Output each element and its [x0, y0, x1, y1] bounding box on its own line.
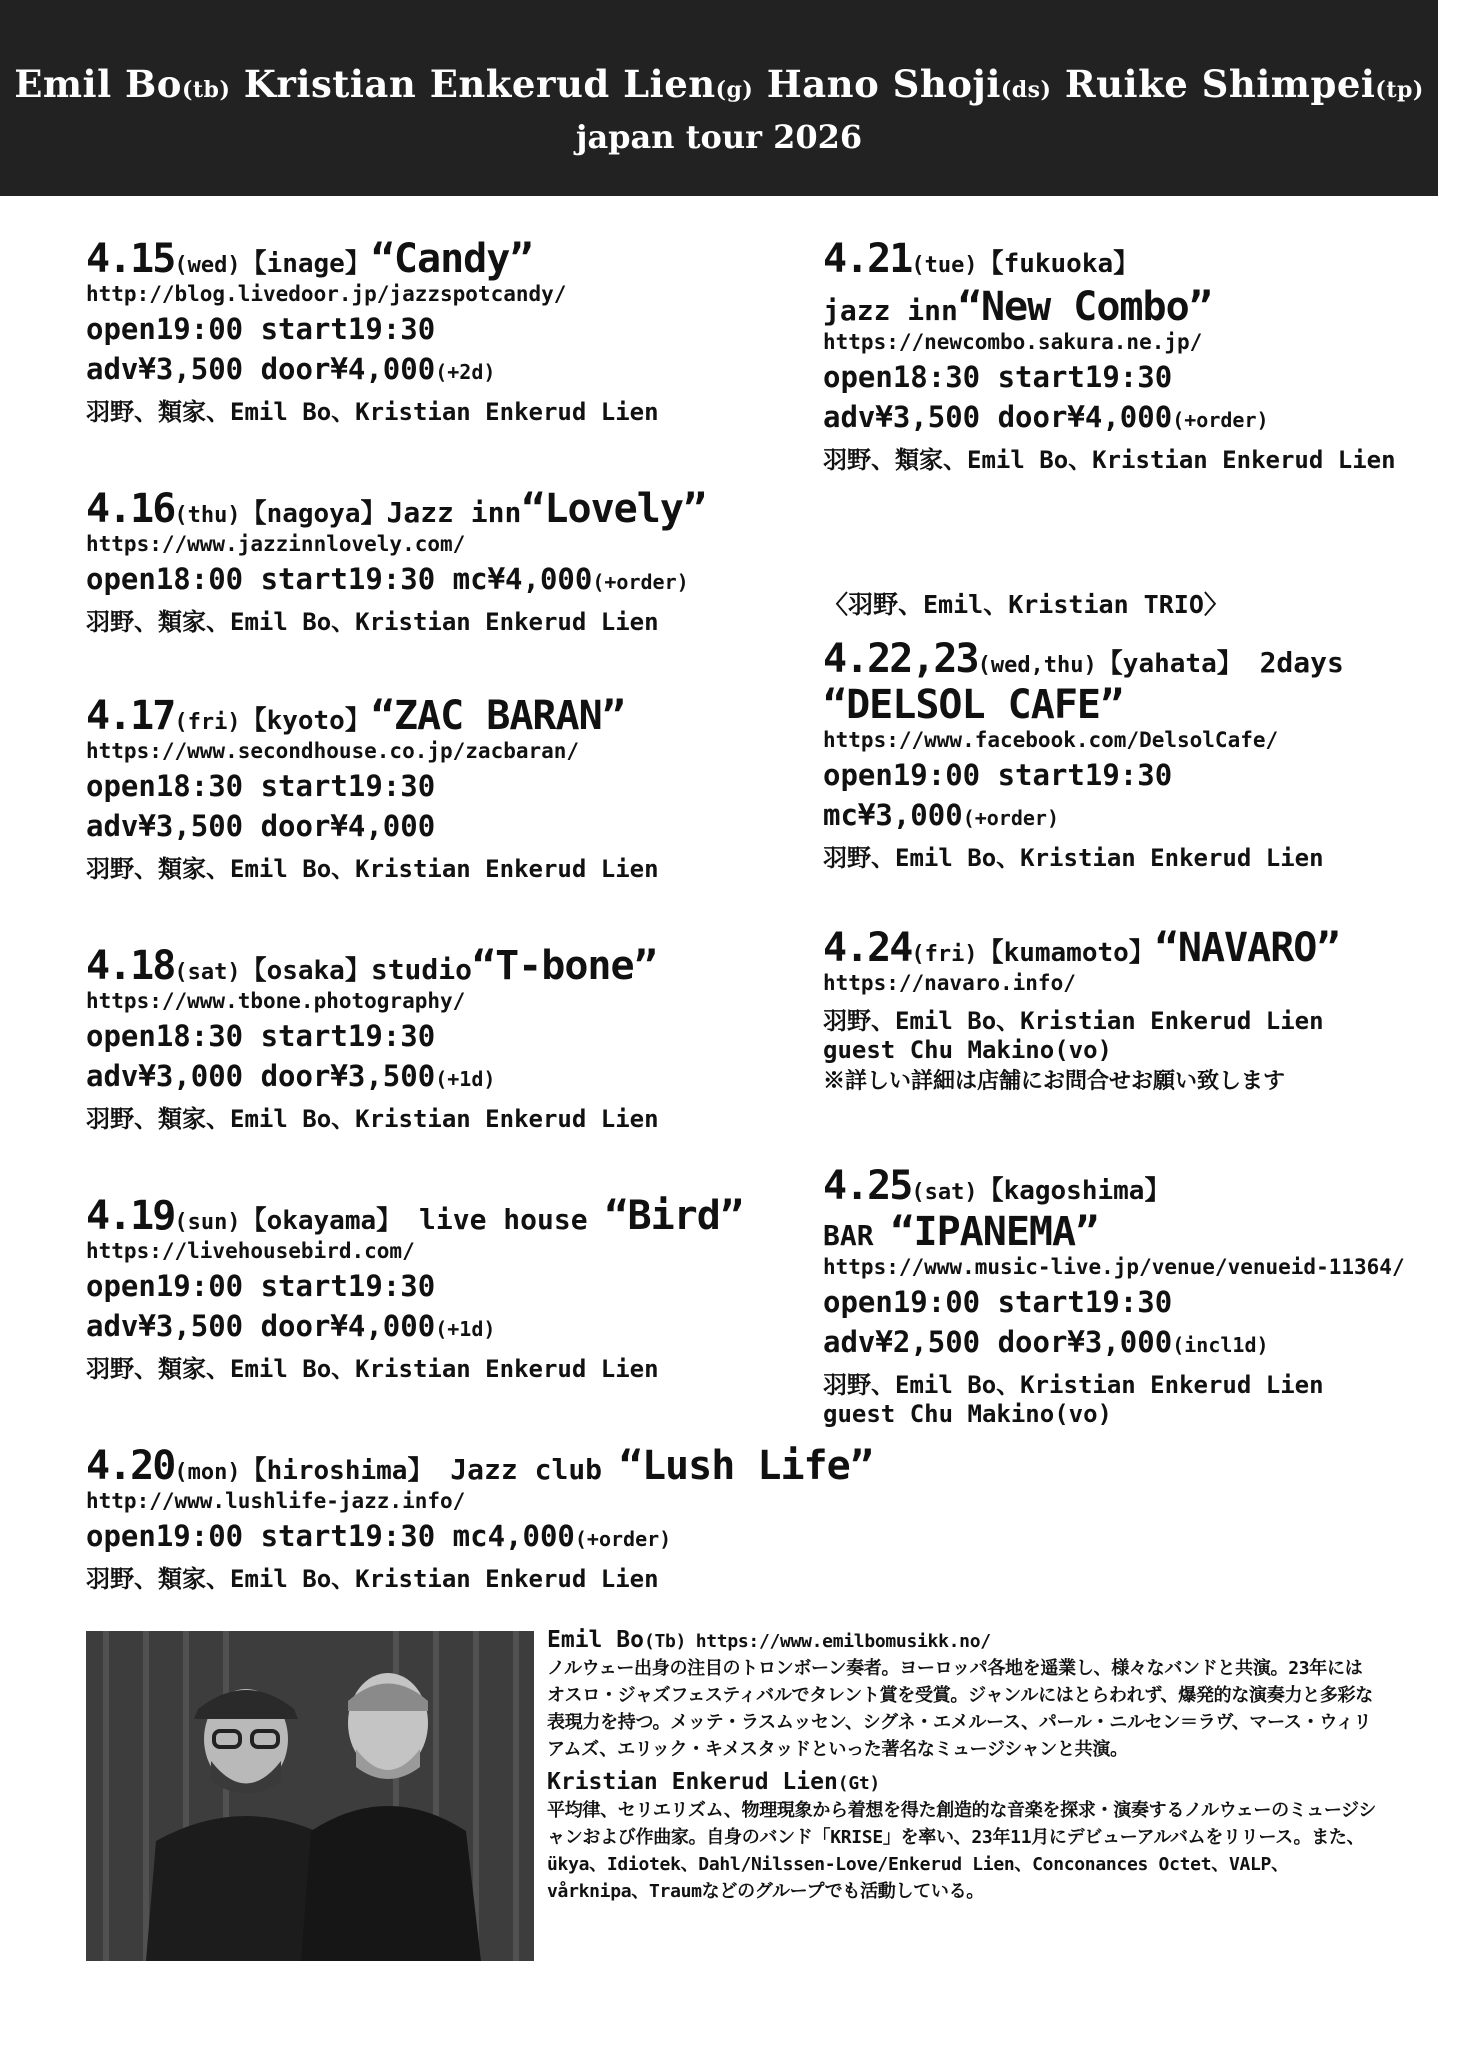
- event-inage: [86, 236, 659, 427]
- musician-name: Hano Shoji: [766, 62, 1001, 106]
- event-members: 羽野、類家、Emil Bo、Kristian Enkerud Lien: [86, 1105, 659, 1133]
- musician-name: Ruike Shimpei: [1064, 62, 1376, 106]
- event-day: (sun): [174, 1210, 241, 1235]
- event-members: 羽野、Emil Bo、Kristian Enkerud Lien: [823, 1371, 1324, 1399]
- event-day: (tue): [911, 253, 978, 278]
- musician-name: Emil Bo: [14, 62, 182, 106]
- event-day: (fri): [174, 710, 241, 735]
- event-city: 【yahata】: [1096, 649, 1243, 679]
- event-date: 4.25: [823, 1163, 912, 1209]
- event-guest: guest Chu Makino(vo): [823, 1400, 1112, 1428]
- event-venue: “Bird”: [604, 1193, 743, 1239]
- event-city: 【hiroshima】: [240, 1456, 434, 1486]
- event-times: open19:00 start19:30: [86, 1519, 436, 1553]
- event-date: 4.20: [86, 1443, 175, 1489]
- event-members: 羽野、類家、Emil Bo、Kristian Enkerud Lien: [86, 608, 659, 636]
- tour-title: japan tour 2026: [575, 118, 863, 156]
- event-mc-note: (+order): [592, 570, 689, 594]
- photo-illustration: [86, 1631, 534, 1961]
- event-venue: “NAVARO”: [1154, 925, 1340, 971]
- event-date: 4.24: [823, 925, 912, 971]
- event-price-note: (+2d): [435, 360, 496, 384]
- event-osaka: [86, 943, 659, 1134]
- event-date: 4.17: [86, 693, 175, 739]
- event-day: (fri): [911, 942, 978, 967]
- event-price-note: (incl1d): [1172, 1333, 1269, 1357]
- event-mc: mc4,000: [435, 1519, 575, 1553]
- event-members: 羽野、類家、Emil Bo、Kristian Enkerud Lien: [86, 1565, 659, 1593]
- event-url[interactable]: https://www.music-live.jp/venue/venueid-11364/: [823, 1255, 1405, 1279]
- event-day: (mon): [174, 1460, 241, 1485]
- event-venue: “ZAC BARAN”: [370, 693, 625, 739]
- musician-instrument: (tp): [1375, 77, 1424, 103]
- event-date: 4.22,23: [823, 636, 978, 682]
- event-city: 【kumamoto】: [977, 938, 1155, 968]
- event-members: 羽野、類家、Emil Bo、Kristian Enkerud Lien: [86, 1355, 659, 1383]
- event-date: 4.18: [86, 943, 175, 989]
- event-url[interactable]: https://www.secondhouse.co.jp/zacbaran/: [86, 739, 580, 763]
- musician-lineup: [0, 62, 1438, 106]
- event-url[interactable]: https://www.facebook.com/DelsolCafe/: [823, 728, 1279, 752]
- event-times: open18:30 start19:30: [86, 769, 436, 803]
- event-day: (sat): [911, 1180, 978, 1205]
- event-url[interactable]: https://livehousebird.com/: [86, 1239, 415, 1263]
- event-city: 【kagoshima】: [977, 1176, 1171, 1206]
- event-city: 【inage】: [240, 249, 371, 279]
- event-price: adv¥3,500 door¥4,000: [86, 1309, 436, 1343]
- page-margin: [1438, 0, 1464, 2047]
- event-city: 【kyoto】: [240, 706, 371, 736]
- event-kyoto: [86, 693, 659, 884]
- event-date: 4.21: [823, 236, 912, 282]
- event-price-note: (+order): [1172, 408, 1269, 432]
- bio-emil-name: Emil Bo: [547, 1627, 644, 1653]
- event-guest: guest Chu Makino(vo): [823, 1036, 1112, 1064]
- event-city: 【osaka】: [240, 956, 371, 986]
- event-venue: “T-bone”: [472, 943, 657, 989]
- musician-instrument: (tb): [181, 77, 231, 103]
- event-members: 羽野、類家、Emil Bo、Kristian Enkerud Lien: [823, 446, 1396, 474]
- event-note: ※詳しい詳細は店舗にお問合せお願い致します: [823, 1069, 1286, 1094]
- bio-emil-instrument: (Tb): [643, 1631, 687, 1652]
- event-venue-type: Jazz inn: [386, 496, 522, 529]
- event-url[interactable]: https://www.tbone.photography/: [86, 989, 466, 1013]
- event-venue-type: studio: [370, 953, 472, 986]
- event-venue: “New Combo”: [957, 284, 1212, 330]
- musician-name: Kristian Enkerud Lien: [243, 62, 716, 106]
- event-venue: “Lush Life”: [618, 1443, 873, 1489]
- event-hiroshima: [86, 1443, 873, 1594]
- event-city: 【fukuoka】: [977, 249, 1140, 279]
- event-price: adv¥2,500 door¥3,000: [823, 1325, 1173, 1359]
- event-city: 【okayama】: [240, 1206, 403, 1236]
- event-members: 羽野、類家、Emil Bo、Kristian Enkerud Lien: [86, 855, 659, 883]
- event-url[interactable]: https://www.jazzinnlovely.com/: [86, 532, 466, 556]
- event-fukuoka: [823, 236, 1396, 475]
- event-day: (wed,thu): [977, 653, 1097, 678]
- event-duration: 2days: [1242, 646, 1344, 679]
- event-venue: “IPANEMA”: [890, 1209, 1099, 1255]
- event-url[interactable]: http://blog.livedoor.jp/jazzspotcandy/: [86, 282, 567, 306]
- event-venue-type: Jazz club: [433, 1453, 619, 1486]
- event-okayama: [86, 1193, 743, 1384]
- event-venue-type: BAR: [823, 1219, 891, 1252]
- event-price-note: (+order): [962, 806, 1060, 830]
- event-times: open19:00 start19:30: [823, 1285, 1173, 1319]
- event-venue: “DELSOL CAFE”: [823, 682, 1124, 728]
- event-mc: mc¥4,000: [435, 562, 593, 596]
- event-times: open19:00 start19:30: [86, 1269, 436, 1303]
- event-date: 4.15: [86, 236, 175, 282]
- musicians-photo: [86, 1631, 534, 1961]
- event-date: 4.16: [86, 486, 175, 532]
- event-price: adv¥3,500 door¥4,000: [823, 400, 1173, 434]
- bio-kristian-text: 平均律、セリエリズム、物理現象から着想を得た創造的な音楽を探求・演奏するノルウェーのミュージシャンおよび作曲家。自身のバンド「KRISE」を率い、23年11月にデビューアルバムをリリース。また、ükya、Idiotek、Dahl/Nilssen-Love/Enkerud Lien、Conconances Octet、VALP、vårknipa、Traumなどのグループでも活動している。: [547, 1800, 1377, 1902]
- event-mc-note: (+order): [574, 1527, 672, 1551]
- event-venue-type: live house: [402, 1203, 605, 1236]
- header-banner: [0, 0, 1438, 196]
- trio-section-label: [823, 585, 1229, 621]
- bio-kristian-instrument: (Gt): [837, 1773, 880, 1794]
- event-times: open19:00 start19:30: [823, 758, 1173, 792]
- event-url[interactable]: http://www.lushlife-jazz.info/: [86, 1489, 466, 1513]
- event-url[interactable]: https://newcombo.sakura.ne.jp/: [823, 330, 1203, 354]
- event-nagoya: [86, 486, 706, 637]
- event-kagoshima: [823, 1163, 1405, 1428]
- event-price-note: (+1d): [435, 1317, 496, 1341]
- musician-instrument: (ds): [1000, 77, 1052, 103]
- event-price: adv¥3,500 door¥4,000: [86, 352, 436, 386]
- event-date: 4.19: [86, 1193, 175, 1239]
- event-city: 【nagoya】: [240, 499, 387, 529]
- event-times: open18:00 start19:30: [86, 562, 436, 596]
- event-times: open19:00 start19:30: [86, 312, 436, 346]
- bio-emil-text: ノルウェー出身の注目のトロンボーン奏者。ヨーロッパ各地を遥業し、様々なバンドと共演。23年にはオスロ・ジャズフェスティバルでタレント賞を受賞。ジャンルにはとらわれず、爆発的な演奏力と多彩な表現力を持つ。メッテ・ラスムッセン、シグネ・エメルース、パール・ニルセン＝ラヴ、マース・ウィリアムズ、エリック・キメスタッドといった著名なミュージシャンと共演。: [547, 1658, 1373, 1760]
- event-yahata: [823, 636, 1344, 873]
- event-times: open18:30 start19:30: [86, 1019, 436, 1053]
- musician-instrument: (g): [715, 77, 754, 103]
- event-day: (wed): [174, 253, 241, 278]
- event-venue: “Candy”: [370, 236, 533, 282]
- event-members: 羽野、Emil Bo、Kristian Enkerud Lien: [823, 1007, 1324, 1035]
- event-price-note: (+1d): [435, 1067, 496, 1091]
- event-members: 羽野、Emil Bo、Kristian Enkerud Lien: [823, 844, 1324, 872]
- trio-label: 〈羽野、Emil、Kristian TRIO〉: [823, 590, 1229, 619]
- event-venue-type: jazz inn: [823, 294, 958, 327]
- event-times: open18:30 start19:30: [823, 360, 1173, 394]
- event-price: mc¥3,000: [823, 798, 963, 832]
- event-url[interactable]: https://navaro.info/: [823, 971, 1076, 995]
- event-day: (sat): [174, 960, 241, 985]
- bio-kristian-name: Kristian Enkerud Lien: [547, 1769, 838, 1795]
- event-price: adv¥3,500 door¥4,000: [86, 809, 436, 843]
- event-venue: “Lovely”: [521, 486, 706, 532]
- artist-bios: [547, 1627, 1377, 1905]
- event-kumamoto: [823, 925, 1339, 1095]
- event-price: adv¥3,000 door¥3,500: [86, 1059, 436, 1093]
- bio-emil-url[interactable]: https://www.emilbomusikk.no/: [695, 1631, 991, 1652]
- event-day: (thu): [174, 503, 241, 528]
- event-members: 羽野、類家、Emil Bo、Kristian Enkerud Lien: [86, 398, 659, 426]
